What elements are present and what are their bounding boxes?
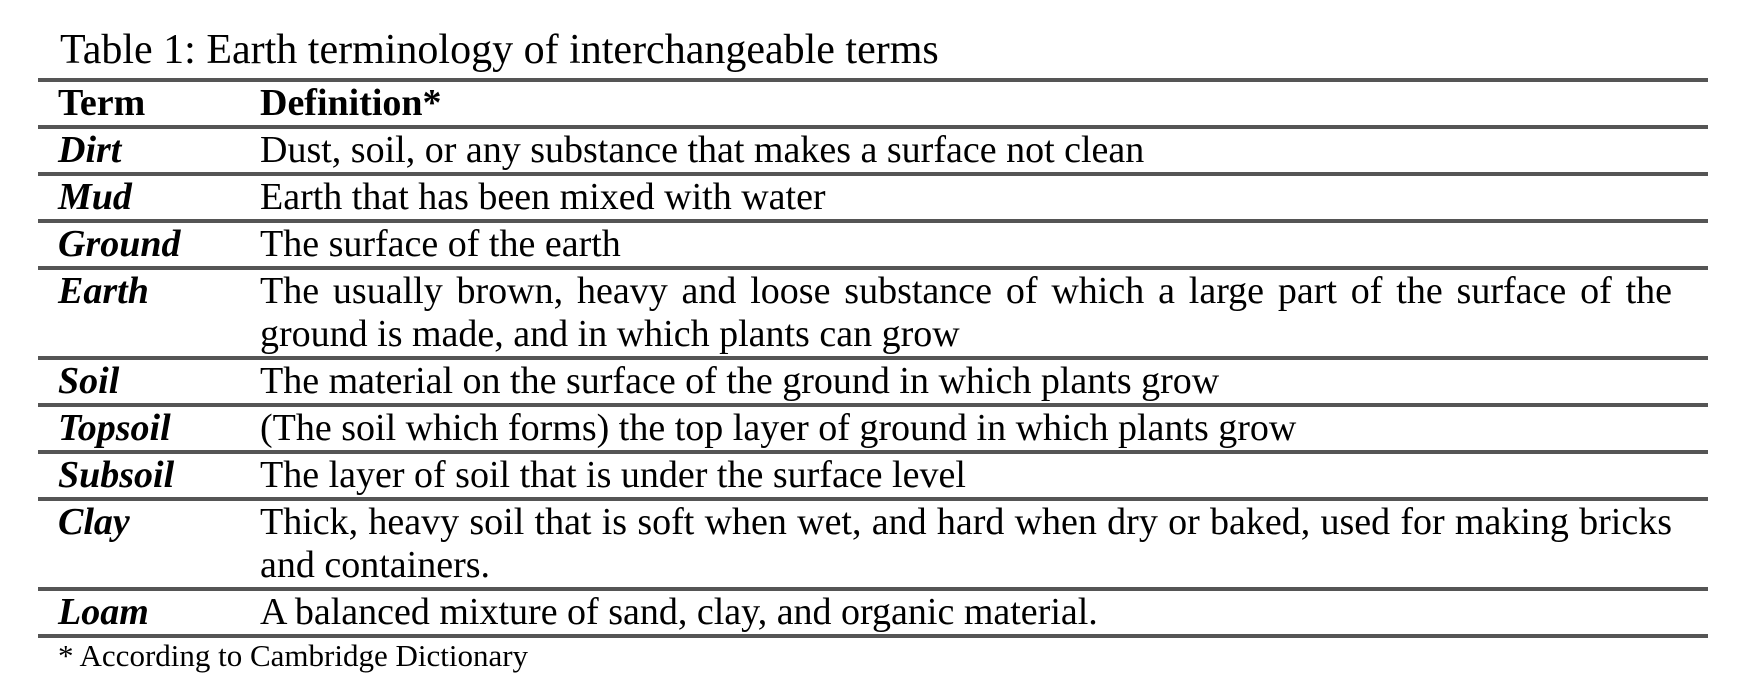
terminology-table — [38, 78, 1708, 638]
term-cell: Dirt — [58, 129, 122, 171]
term-cell: Soil — [58, 360, 120, 402]
definition-cell: The surface of the earth — [260, 223, 621, 265]
table-row — [38, 405, 1708, 452]
table-row — [38, 358, 1708, 405]
table-row — [38, 589, 1708, 636]
table-row — [38, 174, 1708, 221]
definition-cell: Dust, soil, or any substance that makes a surface not clean — [260, 129, 1145, 171]
term-cell: Clay — [58, 501, 130, 543]
definition-cell: Thick, heavy soil that is soft when wet, and hard when dry or baked, used for making bricks and containers. — [260, 501, 1672, 586]
table-row — [38, 452, 1708, 499]
header-row — [38, 80, 1708, 127]
definition-cell: Earth that has been mixed with water — [260, 176, 826, 218]
definition-cell: The layer of soil that is under the surface level — [260, 454, 966, 496]
term-cell: Ground — [58, 223, 181, 265]
term-cell: Mud — [58, 176, 132, 218]
definition-cell: A balanced mixture of sand, clay, and organic material. — [260, 591, 1098, 633]
term-cell: Subsoil — [58, 454, 175, 496]
table-row — [38, 499, 1708, 589]
term-cell: Earth — [58, 270, 149, 312]
document — [38, 22, 1708, 674]
table-row — [38, 268, 1708, 358]
table-caption: Table 1: Earth terminology of interchangeable terms — [60, 27, 939, 73]
term-cell: Topsoil — [58, 407, 171, 449]
term-cell: Loam — [58, 591, 149, 633]
header-definition: Definition* — [260, 82, 442, 124]
header-term: Term — [58, 82, 146, 124]
definition-cell: The material on the surface of the ground in which plants grow — [260, 360, 1220, 402]
definition-cell: The usually brown, heavy and loose substance of which a large part of the surface of the ground is made, and in which plants can grow — [260, 270, 1672, 355]
table-row — [38, 221, 1708, 268]
definition-cell: (The soil which forms) the top layer of ground in which plants grow — [260, 407, 1297, 449]
table-row — [38, 127, 1708, 174]
table-footnote: * According to Cambridge Dictionary — [58, 638, 529, 673]
